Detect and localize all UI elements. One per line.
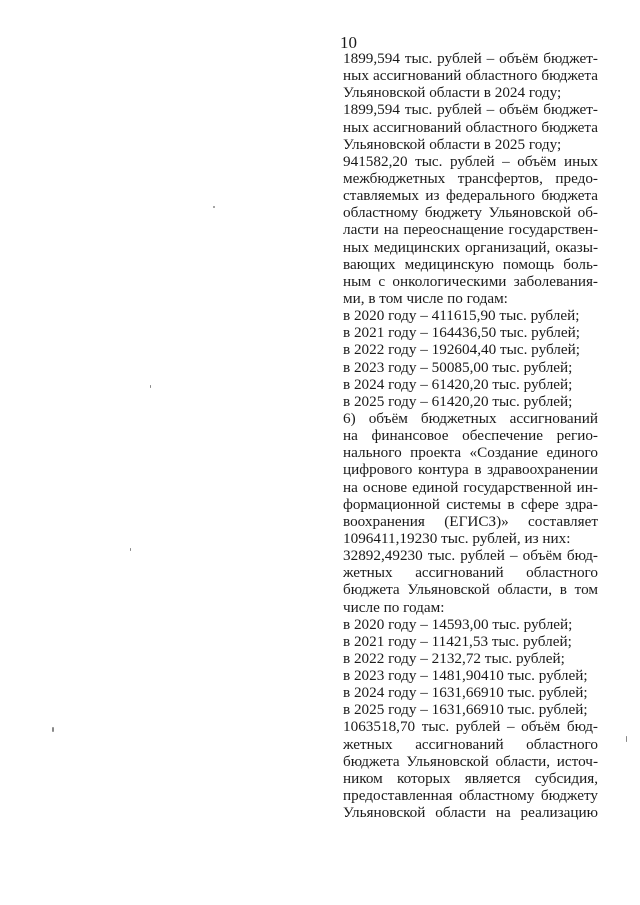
scan-speck [213,206,215,208]
text-line: в 2024 году – 61420,20 тыс. рублей; [343,375,573,393]
scan-speck [52,727,54,732]
text-line: Ульяновской области на реализацию [343,804,598,822]
text-line: в 2024 году – 1631,66910 тыс. рублей; [343,684,588,702]
text-line: ставляемых из федерального бюджета [343,187,598,205]
text-line: цифрового контура в здравоохранении [343,461,598,479]
text-line: на финансовое обеспечение регио- [343,427,598,445]
text-line: 1063518,70 тыс. рублей – объём бюд- [343,718,598,736]
text-line: числе по годам: [343,598,445,616]
text-line: в 2021 году – 11421,53 тыс. рублей; [343,632,572,650]
text-line: нального проекта «Создание единого [343,444,598,462]
text-line: ми, в том числе по годам: [343,289,508,307]
text-line: в 2022 году – 192604,40 тыс. рублей; [343,341,580,359]
text-line: ных ассигнований областного бюджета [343,67,598,85]
text-line: бюджета Ульяновской области, источ- [343,752,598,770]
text-line: межбюджетных трансфертов, предо- [343,169,598,187]
body-text [343,50,598,821]
text-line: 1096411,19230 тыс. рублей, из них: [343,529,571,547]
text-line: вающих медицинскую помощь боль- [343,255,598,273]
text-line: Ульяновской области в 2025 году; [343,135,562,153]
text-line: ных ассигнований областного бюджета [343,118,598,136]
text-line: формационной системы в сфере здра- [343,495,598,513]
scan-speck [150,385,151,388]
text-line: в 2023 году – 1481,90410 тыс. рублей; [343,667,588,685]
text-line: в 2020 году – 14593,00 тыс. рублей; [343,615,573,633]
text-line: областному бюджету Ульяновской об- [343,204,598,222]
text-line: Ульяновской области в 2024 году; [343,84,562,102]
text-line: ласти на переоснащение государствен- [343,221,598,239]
text-line: на основе единой государственной ин- [343,478,598,496]
text-line: в 2021 году – 164436,50 тыс. рублей; [343,324,580,342]
text-line: ником которых является субсидия, [343,769,598,787]
page-number: 10 [340,33,357,52]
text-line: жетных ассигнований областного [343,735,598,753]
text-line: в 2025 году – 1631,66910 тыс. рублей; [343,701,588,719]
text-line: ным с онкологическими заболевания- [343,272,598,290]
text-line: предоставленная областному бюджету [343,787,598,805]
text-line: 6) объём бюджетных ассигнований [343,409,598,427]
text-line: в 2022 году – 2132,72 тыс. рублей; [343,649,565,667]
text-line: 32892,49230 тыс. рублей – объём бюд- [343,547,598,565]
text-line: в 2020 году – 411615,90 тыс. рублей; [343,307,580,325]
text-line: 1899,594 тыс. рублей – объём бюджет- [343,50,598,67]
text-line: в 2023 году – 50085,00 тыс. рублей; [343,358,573,376]
scan-speck [130,548,131,551]
text-line: воохранения (ЕГИСЗ)» составляет [343,512,598,530]
text-line: жетных ассигнований областного [343,564,598,582]
text-line: 941582,20 тыс. рублей – объём иных [343,152,598,170]
text-line: 1899,594 тыс. рублей – объём бюджет- [343,101,598,119]
text-line: бюджета Ульяновской области, в том [343,581,598,599]
scan-speck [626,736,627,742]
text-line: ных медицинских организаций, оказы- [343,238,598,256]
text-line: в 2025 году – 61420,20 тыс. рублей; [343,392,573,410]
